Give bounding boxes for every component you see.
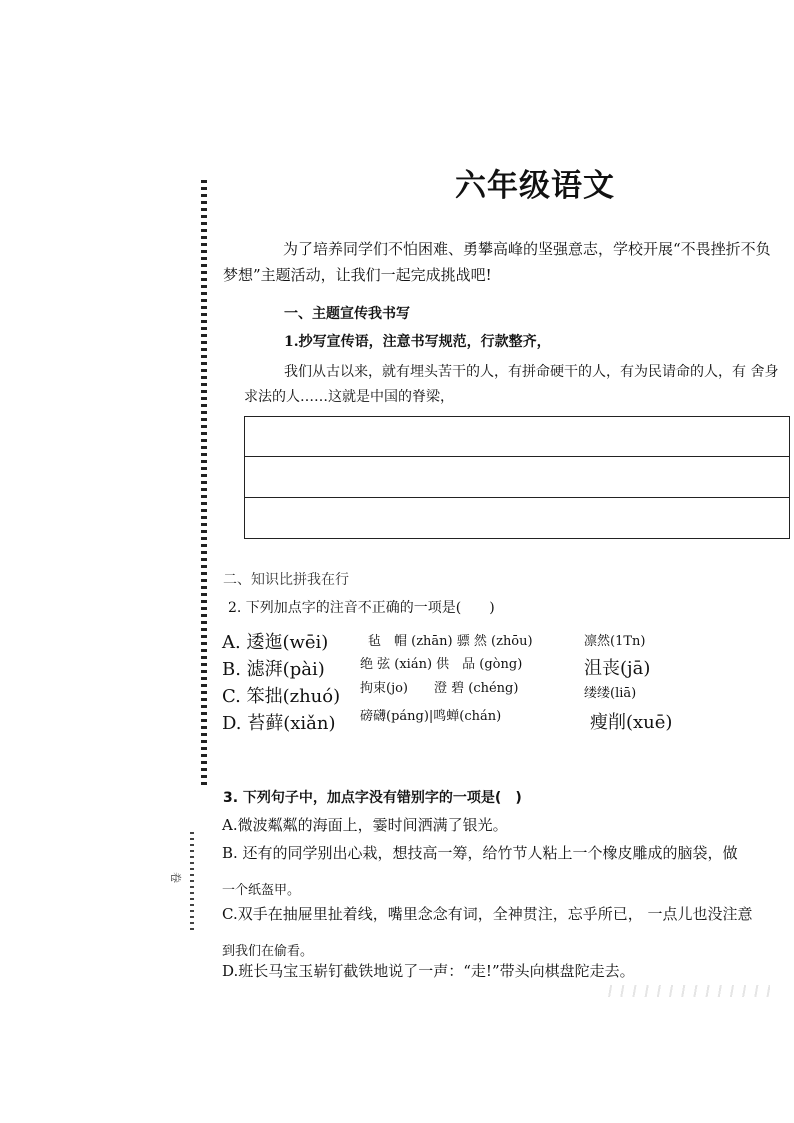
option-a-col2: 毡 帽 (zhān) 骠 然 (zhōu) bbox=[368, 634, 533, 649]
writing-line bbox=[245, 456, 789, 457]
question3-option-c: C.双手在抽屉里扯着线，嘴里念念有词，全神贯注，忘乎所已， 一点儿也没注意 bbox=[222, 905, 753, 923]
question1-text: 1.抄写宣传语，注意书写规范，行款整齐， bbox=[284, 334, 551, 350]
option-b-col3: 沮丧(jā) bbox=[584, 658, 651, 679]
page-title: 六年级语文 bbox=[455, 168, 615, 204]
question3-option-a: A.微波粼粼的海面上，霎时间洒满了银光。 bbox=[222, 816, 508, 834]
intro-paragraph: 为了培养同学们不怕困难、勇攀高峰的坚强意志，学校开展“不畏挫折不负梦想”主题活动，让我们一起完成挑战吧! bbox=[223, 240, 771, 284]
binding-dotted-line bbox=[201, 180, 207, 785]
option-c-col1: C. 笨拙(zhuó) bbox=[222, 686, 341, 707]
question1-passage: 我们从古以来，就有埋头苦干的人，有拼命硬干的人，有为民请命的人，有 舍身求法的人……这就是中国的脊梁， bbox=[244, 364, 779, 405]
question3-option-b: B. 还有的同学别出心栽，想技高一筹，给竹节人粘上一个橡皮雕成的脑袋，做 bbox=[222, 844, 738, 862]
writing-line bbox=[245, 497, 789, 498]
option-d-col1: D. 苔藓(xiǎn) bbox=[222, 713, 336, 734]
question3-option-d: D.班长马宝玉崭钉截铁地说了一声：“走!”带头向棋盘陀走去。 bbox=[222, 962, 635, 980]
option-d-col3: 瘦削(xuē) bbox=[590, 712, 673, 733]
binding-dotted-line-lower bbox=[190, 832, 194, 932]
option-b-col1: B. 滤湃(pài) bbox=[222, 659, 325, 680]
option-a-col3: 凛然(1Tn) bbox=[584, 634, 646, 649]
question3-option-b-cont: 一个纸盔甲。 bbox=[222, 883, 301, 898]
section2-heading: 二、知识比拼我在行 bbox=[223, 572, 349, 588]
section1-heading: 一、主题宣传我书写 bbox=[284, 306, 410, 322]
writing-box[interactable] bbox=[244, 416, 790, 539]
scan-artifact bbox=[600, 985, 770, 997]
option-d-col2: 磅礴(páng)|鸣蝉(chán) bbox=[360, 709, 502, 724]
binding-label: 卷 bbox=[169, 872, 182, 883]
question3-option-c-cont: 到我们在偷看。 bbox=[222, 944, 314, 959]
question3-text: 3. 下列句子中，加点字没有错别字的一项是( ) bbox=[223, 790, 522, 806]
option-b-col2: 绝 弦 (xián) 供 品 (gòng) bbox=[360, 657, 523, 672]
option-c-col3: 缕缕(liā) bbox=[584, 686, 637, 701]
option-c-col2: 拘束(jo) 澄 碧 (chéng) bbox=[360, 681, 519, 696]
question2-text: 2. 下列加点字的注音不正确的一项是( ) bbox=[228, 600, 495, 616]
option-a-col1: A. 逶迤(wēi) bbox=[222, 632, 329, 653]
